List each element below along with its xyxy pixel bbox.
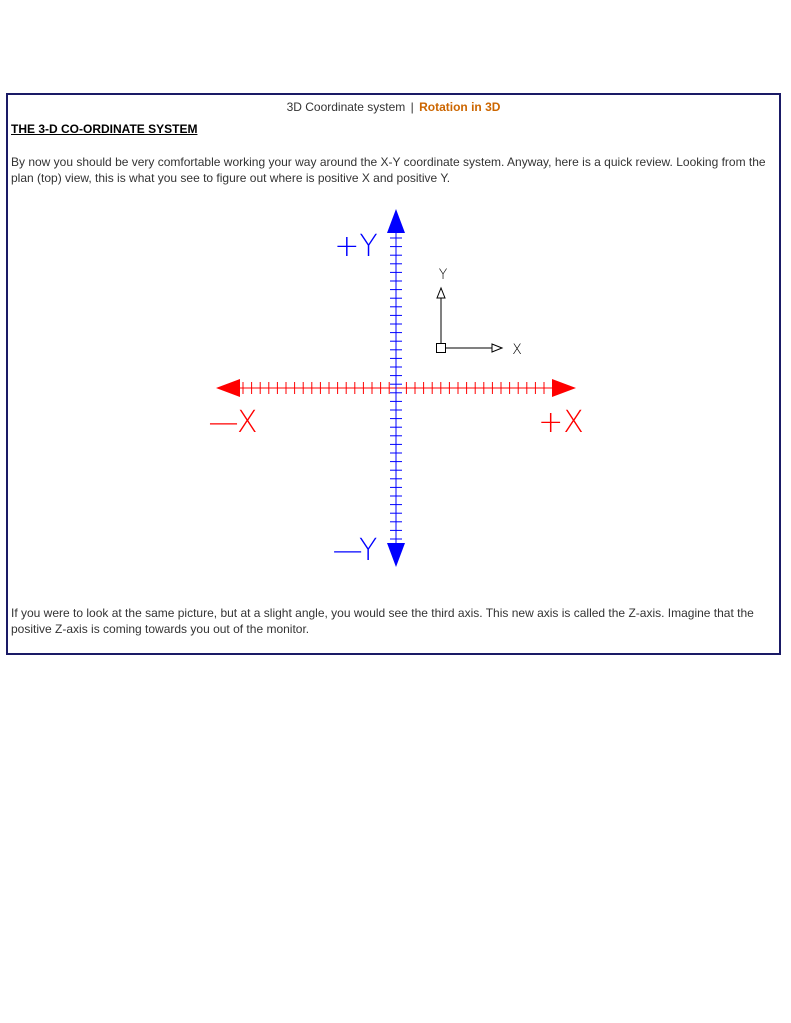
positive-y-label: +Y xyxy=(334,229,378,264)
nav-separator: | xyxy=(410,100,414,114)
negative-x-label: —X xyxy=(208,405,258,440)
page-nav xyxy=(8,100,779,114)
positive-x-label: +X xyxy=(538,405,584,440)
nav-link-rotation-in-3d[interactable]: Rotation in 3D xyxy=(419,100,501,114)
ucs-x-label: X xyxy=(512,342,522,358)
intro-paragraph: By now you should be very comfortable working your way around the X-Y coordinate system. Anyway, here is a quick review. Looking from the plan (top) view, this is what you see to figure out where is positive X and positive Y. xyxy=(11,155,766,185)
ucs-y-label: Y xyxy=(438,267,448,283)
content-frame xyxy=(6,93,781,655)
z-axis-paragraph: If you were to look at the same picture, but at a slight angle, you would see the third axis. This new axis is called the Z-axis. Imagine that the positive Z-axis is coming towards you out of the monitor. xyxy=(11,606,754,636)
negative-y-label: —Y xyxy=(332,533,378,568)
nav-current-page: 3D Coordinate system xyxy=(286,100,406,114)
section-heading: THE 3-D CO-ORDINATE SYSTEM xyxy=(11,122,198,136)
